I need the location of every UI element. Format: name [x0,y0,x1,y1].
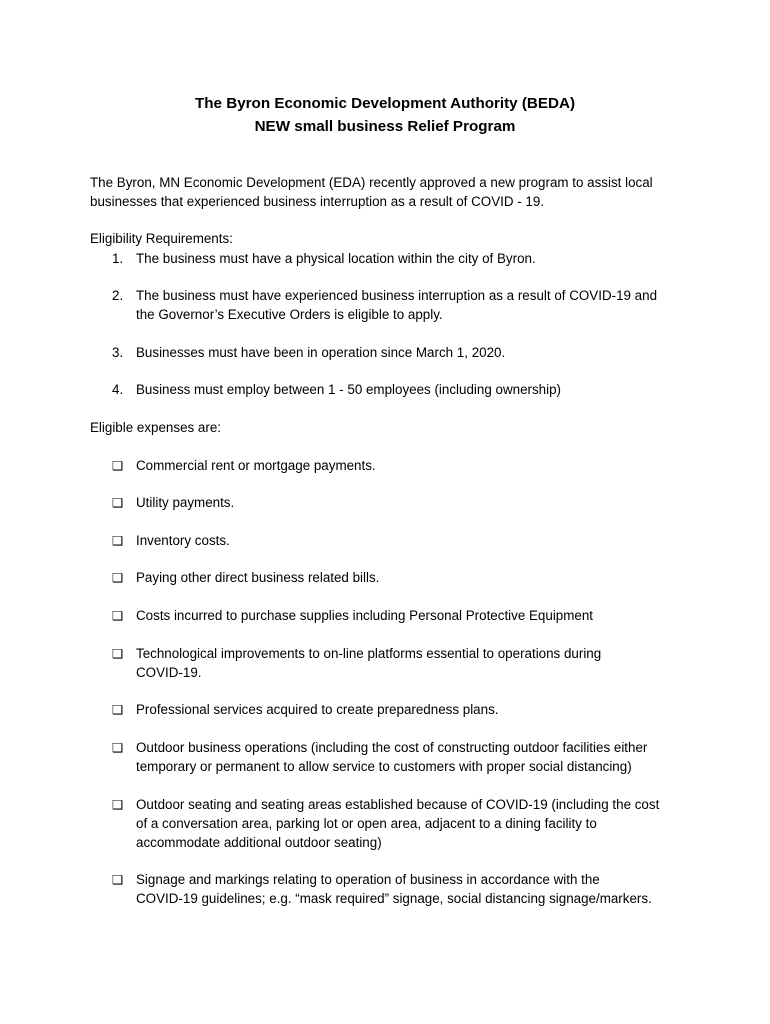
text-line: Outdoor business operations (including the cost of constructing outdoor facilities either [136,740,648,755]
expense-text [136,871,686,909]
text-line: Businesses must have been in operation since March 1, 2020. [136,345,506,360]
checkbox-bullet-icon: ❑ [112,798,124,812]
list-number: 1. [112,251,124,266]
expenses-heading: Eligible expenses are: [90,420,222,435]
list-number: 3. [112,345,124,360]
checkbox-bullet-icon: ❑ [112,496,124,510]
checkbox-bullet-icon: ❑ [112,703,124,717]
text-line: Business must employ between 1 - 50 employees (including ownership) [136,382,561,397]
checkbox-bullet-icon: ❑ [112,534,124,548]
requirement-text [136,250,686,269]
text-line: temporary or permanent to allow service to customers with proper social distancing) [136,758,632,774]
list-number: 4. [112,382,124,397]
intro-line: businesses that experienced business interruption as a result of COVID - 19. [90,193,545,209]
expense-text [136,494,686,513]
text-line: COVID-19. [136,664,202,680]
text-line: The business must have a physical location within the city of Byron. [136,251,536,266]
expense-text [136,796,686,852]
checkbox-bullet-icon: ❑ [112,741,124,755]
checkbox-bullet-icon: ❑ [112,459,124,473]
expense-text [136,532,686,551]
text-line: of a conversation area, parking lot or open area, adjacent to a dining facility to [136,815,597,831]
text-line: Signage and markings relating to operation of business in accordance with the [136,872,600,887]
expense-text [136,607,686,626]
text-line: accommodate additional outdoor seating) [136,834,382,850]
text-line: Technological improvements to on-line platforms essential to operations during [136,646,602,661]
document-subtitle: NEW small business Relief Program [254,118,516,135]
intro-paragraph [90,174,690,212]
checkbox-bullet-icon: ❑ [112,873,124,887]
expense-text [136,739,686,777]
text-line: The business must have experienced business interruption as a result of COVID-19 and [136,288,658,303]
requirement-text [136,287,686,325]
expense-text [136,645,686,683]
text-line: Professional services acquired to create preparedness plans. [136,702,499,717]
text-line: Paying other direct business related bills. [136,570,380,585]
checkbox-bullet-icon: ❑ [112,609,124,623]
document-title: The Byron Economic Development Authority (BEDA) [195,95,575,112]
text-line: Costs incurred to purchase supplies including Personal Protective Equipment [136,608,594,623]
requirement-text [136,344,686,363]
expense-text [136,457,686,476]
checkbox-bullet-icon: ❑ [112,647,124,661]
eligibility-heading: Eligibility Requirements: [90,231,233,246]
text-line: COVID-19 guidelines; e.g. “mask required” signage, social distancing signage/markers. [136,890,652,906]
text-line: the Governor’s Executive Orders is eligible to apply. [136,306,443,322]
expense-text [136,569,686,588]
text-line: Utility payments. [136,495,235,510]
intro-line: The Byron, MN Economic Development (EDA) recently approved a new program to assist local [90,175,653,190]
text-line: Inventory costs. [136,533,230,548]
checkbox-bullet-icon: ❑ [112,571,124,585]
expense-text [136,701,686,720]
text-line: Commercial rent or mortgage payments. [136,458,376,473]
list-number: 2. [112,288,124,303]
text-line: Outdoor seating and seating areas established because of COVID-19 (including the cost [136,797,660,812]
requirement-text [136,381,686,400]
